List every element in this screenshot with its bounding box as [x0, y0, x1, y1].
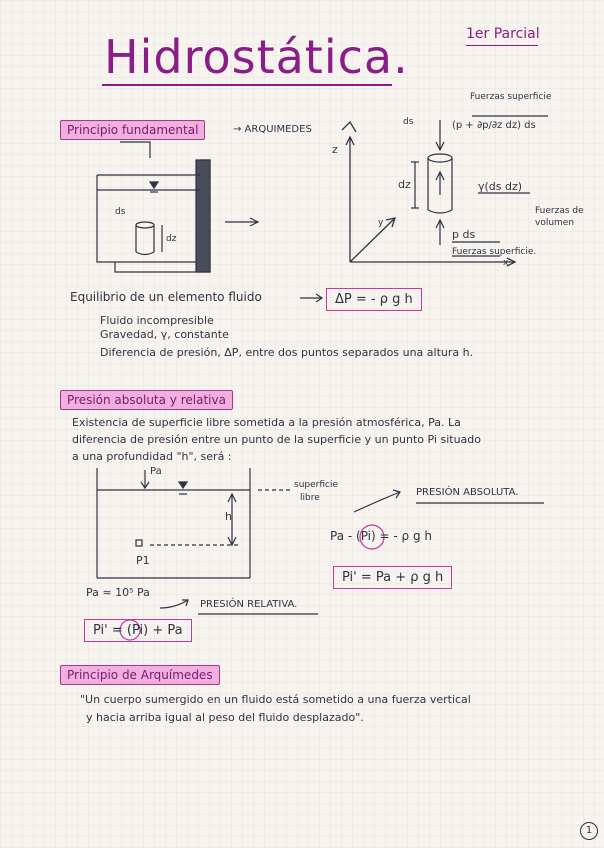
- heading-principio-fundamental: Principio fundamental: [60, 120, 205, 140]
- arquimedes-arrow-label: → ARQUIMEDES: [233, 124, 312, 135]
- dz-element-label: dz: [398, 178, 411, 191]
- para-line-2: diferencia de presión entre un punto de la superficie y un punto Pi situado: [72, 433, 481, 446]
- presion-absoluta-label: PRESIÓN ABSOLUTA.: [416, 487, 519, 498]
- superficie-libre-1: superficie: [294, 480, 338, 490]
- parcial-label: 1er Parcial: [466, 26, 540, 42]
- z-axis-label: z: [332, 143, 338, 156]
- dz-tank-label: dz: [166, 234, 177, 244]
- ds-tank-label: ds: [115, 207, 126, 217]
- y-axis-label: y: [378, 218, 384, 228]
- equation-boxed-absoluta: Pi' = Pa + ρ g h: [333, 566, 452, 589]
- equation-absoluta: Pa - (Pi) = - ρ g h: [330, 529, 432, 543]
- presion-relativa-label: PRESIÓN RELATIVA.: [200, 599, 298, 610]
- para-line-3: a una profundidad "h", será :: [72, 450, 232, 463]
- gamma-term: γ(ds dz): [478, 180, 523, 193]
- heading-principio-arquimedes: Principio de Arquímedes: [60, 665, 220, 685]
- note-incompresible: Fluido incompresible: [100, 314, 214, 327]
- h-label: h: [225, 510, 232, 523]
- heading-presion-absoluta-relativa: Presión absoluta y relativa: [60, 390, 233, 410]
- equilibrio-equation: ΔP = - ρ g h: [326, 288, 422, 311]
- pa-arrow-label: Pa: [150, 466, 162, 477]
- page-title: Hidrostática.: [104, 30, 409, 84]
- note-diferencia-presion: Diferencia de presión, ΔP, entre dos puntos separados una altura h.: [100, 346, 474, 359]
- ds-top-label: ds: [403, 117, 414, 127]
- superficie-libre-2: libre: [300, 493, 320, 503]
- equilibrio-text: Equilibrio de un elemento fluido: [70, 290, 262, 304]
- quote-line-1: "Un cuerpo sumergido en un fluido está sometido a una fuerza vertical: [80, 693, 471, 706]
- note-gravedad: Gravedad, γ, constante: [100, 328, 229, 341]
- fuerzas-superficie-bottom: Fuerzas superficie.: [452, 247, 537, 257]
- p1-label: P1: [136, 554, 150, 567]
- p-ds-label: p ds: [452, 228, 476, 241]
- page-number: 1: [580, 822, 598, 840]
- x-axis-label: x: [503, 258, 509, 268]
- fuerzas-superficie-top: Fuerzas superficie: [470, 92, 552, 102]
- pa-approx: Pa ≈ 10⁵ Pa: [86, 586, 150, 599]
- dp-expression: (p + ∂p/∂z dz) ds: [452, 120, 536, 131]
- para-line-1: Existencia de superficie libre sometida a la presión atmosférica, Pa. La: [72, 416, 461, 429]
- fuerzas-volumen-label: Fuerzas de volumen: [535, 206, 584, 228]
- equation-relativa: Pi' = (Pi) + Pa: [84, 619, 192, 642]
- quote-line-2: y hacia arriba igual al peso del fluido desplazado".: [86, 711, 364, 724]
